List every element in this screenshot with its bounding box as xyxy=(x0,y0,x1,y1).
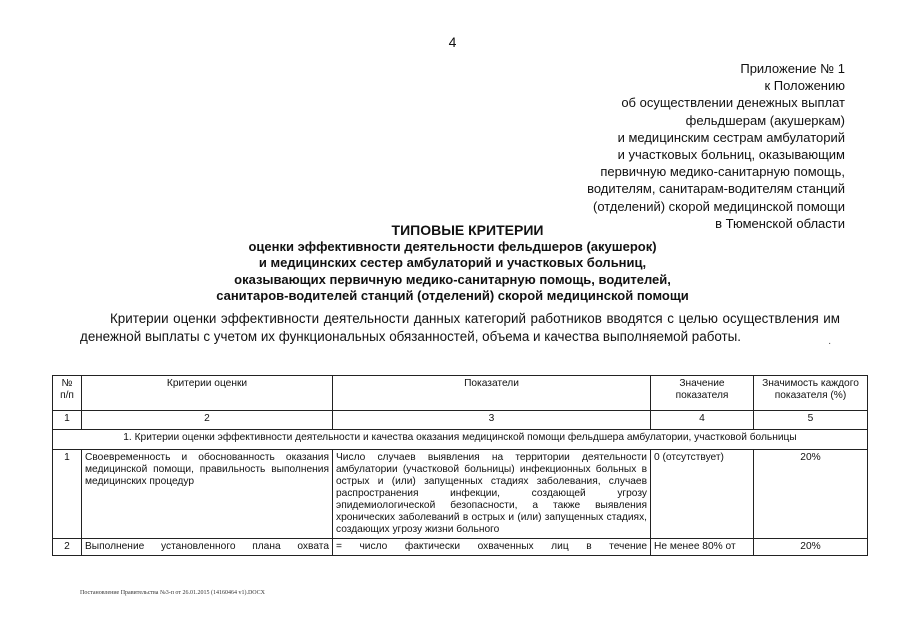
column-number: 5 xyxy=(754,411,868,430)
column-number: 1 xyxy=(53,411,82,430)
appendix-line: к Положению xyxy=(764,78,845,94)
title-line: оказывающих первичную медико-санитарную помощь, водителей, xyxy=(234,271,671,287)
appendix-line: водителям, санитарам-водителям станций xyxy=(587,181,845,197)
appendix-line: и медицинским сестрам амбулаторий xyxy=(617,129,845,145)
appendix-line: в Тюменской области xyxy=(715,215,845,231)
header-weight: Значимость каждого показателя (%) xyxy=(754,376,868,411)
footer-filename: Постановление Правительства №3-п от 26.01.2015 (14160464 v1).DOCX xyxy=(80,590,265,596)
row-criteria: Своевременность и обоснованность оказания медицинской помощи, правильность выполнения медицинских процедур xyxy=(82,450,333,539)
column-number-row xyxy=(53,411,868,430)
row-num: 1 xyxy=(53,450,82,539)
row-value: 0 (отсутствует) xyxy=(651,450,754,539)
appendix-line: и участковых больниц, оказывающим xyxy=(617,147,845,163)
document-title xyxy=(0,222,905,305)
row-indicators: Число случаев выявления на территории деятельности амбулатории (участковой больницы) инфекционных больных в острых и (или) запущенных стадиях заболевания, случаев распространения инфекции, создающей угрозу эпидемиологической безопасности, а также выявления хронических заболеваний в острых и (или) запущенных стадиях, создающих угрозу жизни больного xyxy=(333,450,651,539)
header-value: Значение показателя xyxy=(651,376,754,411)
title-line: и медицинских сестер амбулаторий и участковых больниц, xyxy=(258,255,647,271)
table-header-row xyxy=(53,376,868,411)
table-row xyxy=(53,539,868,556)
appendix-line: фельдшерам (акушеркам) xyxy=(685,112,845,128)
page-number: 4 xyxy=(448,34,457,50)
appendix-line: Приложение № 1 xyxy=(740,61,845,76)
appendix-line: (отделений) скорой медицинской помощи xyxy=(593,198,845,214)
section-row xyxy=(53,430,868,450)
intro-paragraph: Критерии оценки эффективности деятельности данных категорий работников вводятся с целью осуществления им денежной выплаты с учетом их функциональных обязанностей, объема и качества выполняемой работы. xyxy=(80,311,840,344)
row-weight: 20% xyxy=(754,539,868,556)
criteria-table xyxy=(52,375,868,556)
row-criteria: Выполнение установленного плана охвата xyxy=(82,539,333,556)
row-weight: 20% xyxy=(754,450,868,539)
column-number: 2 xyxy=(82,411,333,430)
header-num: № п/п xyxy=(53,376,82,411)
title-line: санитаров-водителей станций (отделений) скорой медицинской помощи xyxy=(216,288,689,304)
appendix-line: первичную медико-санитарную помощь, xyxy=(600,164,845,180)
title-main: ТИПОВЫЕ КРИТЕРИИ xyxy=(391,222,544,238)
row-value: Не менее 80% от xyxy=(651,539,754,556)
header-indicators: Показатели xyxy=(333,376,651,411)
column-number: 3 xyxy=(333,411,651,430)
row-indicators: = число фактически охваченных лиц в течение xyxy=(333,539,651,556)
table-row xyxy=(53,450,868,539)
row-num: 2 xyxy=(53,539,82,556)
appendix-header xyxy=(425,60,845,232)
title-line: оценки эффективности деятельности фельдшеров (акушерок) xyxy=(248,238,657,254)
column-number: 4 xyxy=(651,411,754,430)
section-heading: 1. Критерии оценки эффективности деятельности и качества оказания медицинской помощи фельдшера амбулатории, участковой больницы xyxy=(53,430,868,450)
margin-mark: · xyxy=(828,338,832,349)
appendix-line: об осуществлении денежных выплат xyxy=(621,95,845,111)
header-criteria: Критерии оценки xyxy=(82,376,333,411)
